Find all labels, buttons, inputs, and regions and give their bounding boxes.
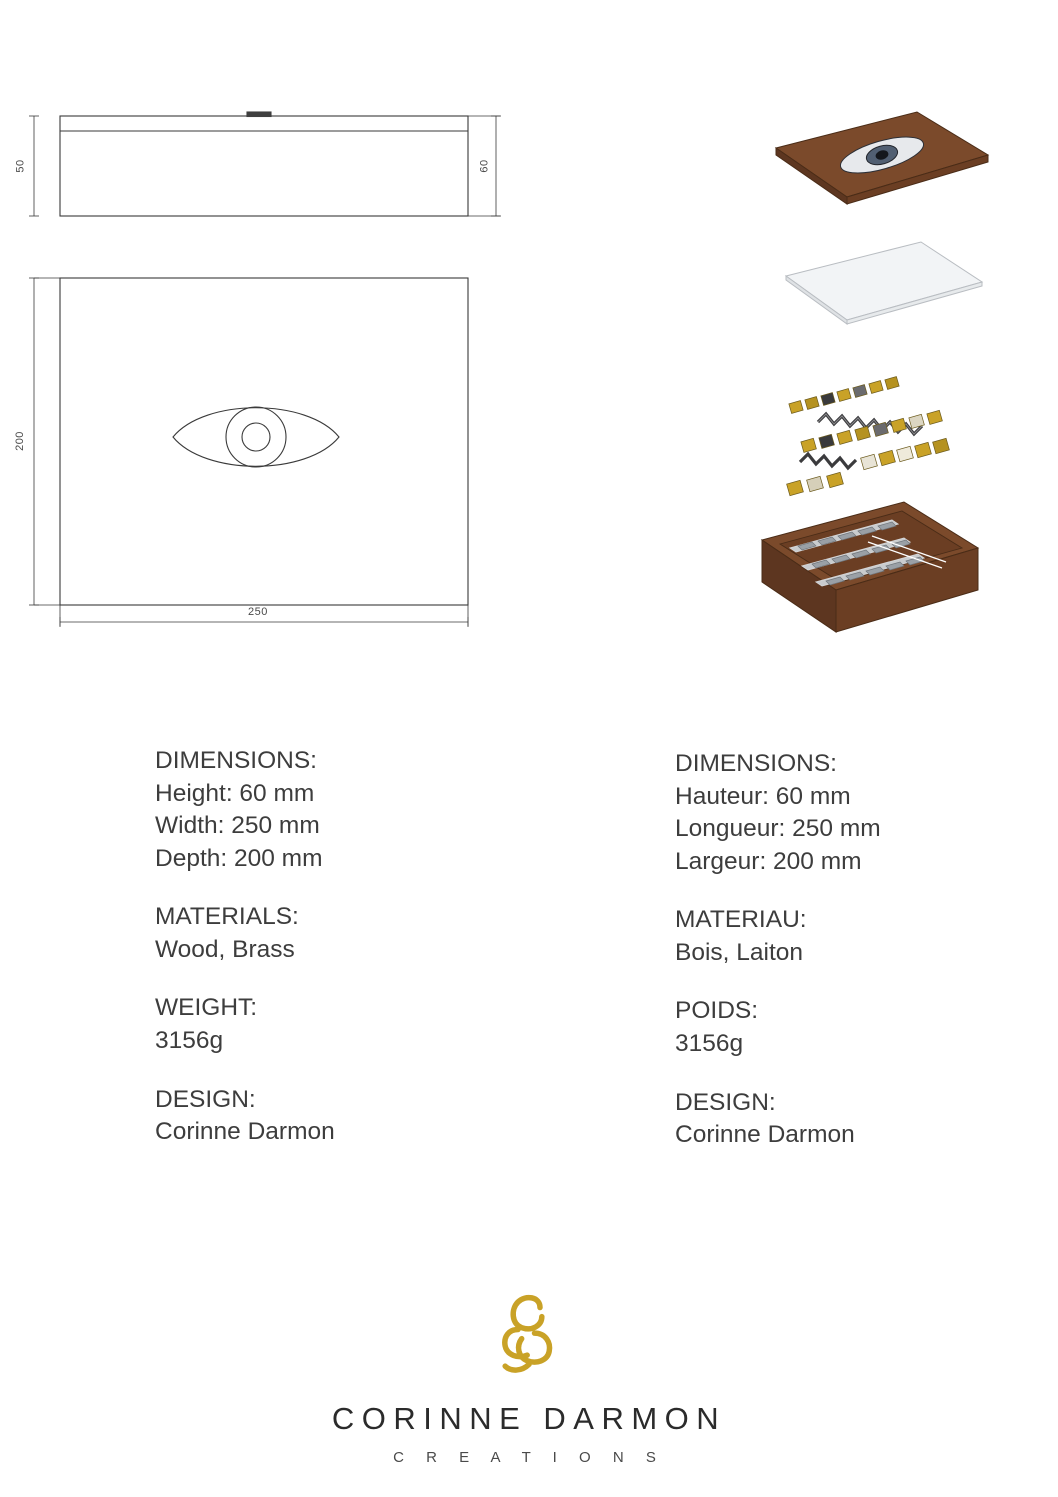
top-plan-shape [60, 278, 468, 605]
spec-value-height-en: Height: 60 mm [155, 779, 315, 807]
part-brass-mechanism-rows [787, 377, 950, 496]
spec-value-design-fr: Corinne Darmon [675, 1121, 855, 1149]
exploded-assembly-view [640, 70, 1040, 670]
brand-tagline: C R E A T I O N S [393, 1449, 665, 1466]
spec-value-height-fr: Hauteur: 60 mm [675, 782, 851, 810]
technical-drawing-svg [0, 0, 620, 680]
spec-head-dimensions-fr: DIMENSIONS: [675, 750, 837, 777]
spec-value-weight-en: 3156g [155, 1027, 224, 1055]
part-white-felt-liner [786, 242, 982, 324]
spec-head-weight-fr: POIDS: [675, 997, 759, 1025]
spec-value-width-en: Width: 250 mm [155, 812, 320, 840]
spec-value-materials-en: Wood, Brass [155, 935, 295, 963]
spec-head-materials-en: MATERIALS: [155, 903, 299, 931]
cd-monogram-icon [469, 1280, 589, 1390]
dim-label-front-right: 60 [478, 159, 491, 173]
brand-name: CORINNE DARMON [331, 1401, 727, 1436]
front-elevation-shape [60, 112, 468, 216]
dim-label-top-bottom: 250 [248, 606, 268, 618]
footer-brand [0, 1280, 1058, 1466]
dim-front-left [29, 116, 60, 216]
spec-group-design-fr [675, 1087, 1055, 1152]
spec-group-weight-en [155, 992, 535, 1057]
technical-drawing [0, 0, 620, 680]
spec-head-materials-fr: MATERIAU: [675, 906, 807, 934]
spec-group-weight-fr [675, 995, 1055, 1060]
spec-value-materials-fr: Bois, Laiton [675, 938, 804, 966]
spec-group-dimensions-fr [675, 748, 1055, 878]
spec-head-design-en: DESIGN: [155, 1085, 256, 1113]
spec-group-materials-fr [675, 904, 1055, 969]
spec-head-design-fr: DESIGN: [675, 1088, 776, 1116]
part-wooden-tray-base [762, 502, 978, 632]
dim-label-top-left: 200 [13, 431, 26, 451]
spec-group-materials-en [155, 901, 535, 966]
exploded-assembly-svg [640, 70, 1040, 670]
dim-label-front-left: 50 [14, 159, 27, 173]
spec-value-width-fr: Longueur: 250 mm [675, 815, 881, 843]
dim-top-left [29, 278, 60, 605]
part-lid-with-eye-inlay [776, 112, 988, 204]
spec-head-weight-en: WEIGHT: [155, 994, 258, 1022]
spec-value-depth-en: Depth: 200 mm [155, 844, 323, 872]
spec-value-weight-fr: 3156g [675, 1030, 744, 1058]
spec-head-dimensions-en: DIMENSIONS: [155, 747, 317, 774]
spec-block-french [675, 748, 1055, 1178]
spec-block-english [155, 745, 535, 1175]
spec-group-design-en [155, 1084, 535, 1149]
spec-value-depth-fr: Largeur: 200 mm [675, 847, 862, 875]
spec-group-dimensions-en [155, 745, 535, 875]
spec-value-design-en: Corinne Darmon [155, 1118, 335, 1146]
